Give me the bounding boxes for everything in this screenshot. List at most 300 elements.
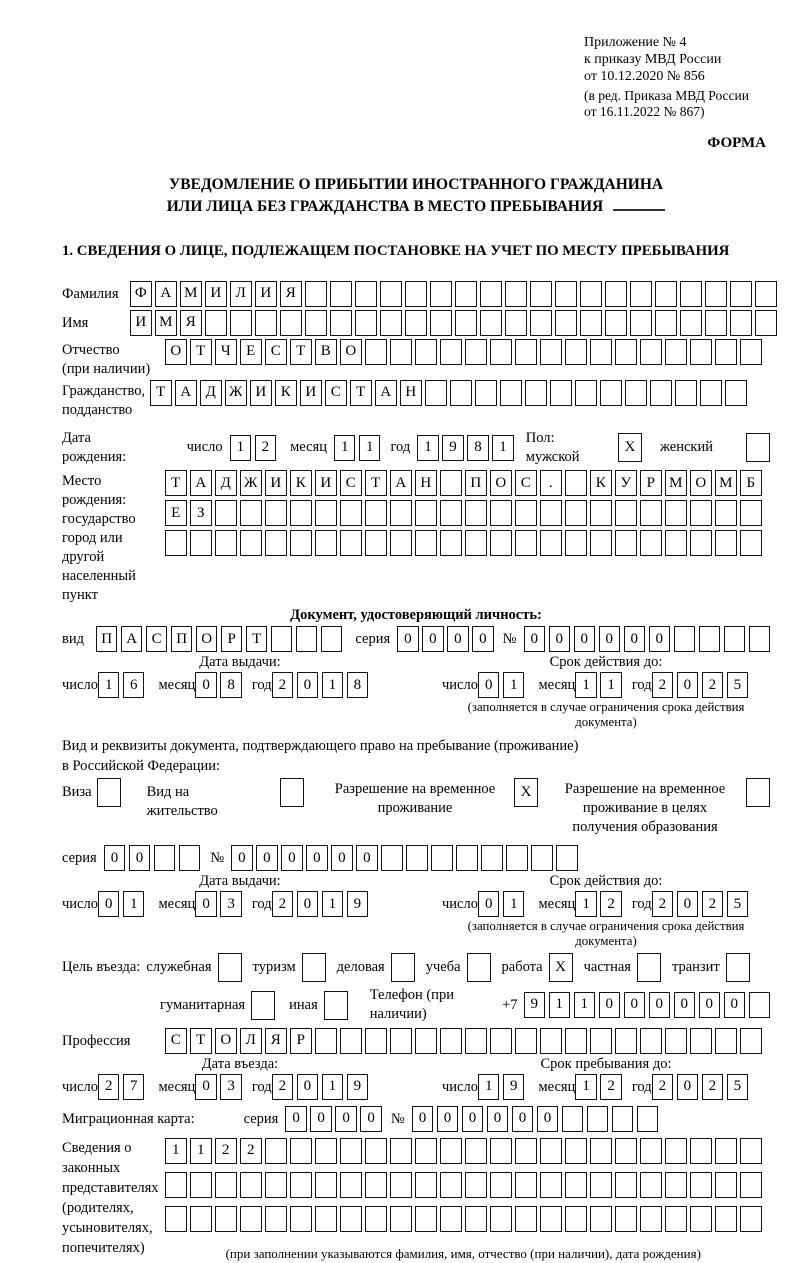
form-cell[interactable]: 0 [677,672,699,698]
form-cell[interactable]: М [155,310,177,336]
form-cell[interactable] [465,1172,487,1198]
form-cell[interactable] [290,1138,312,1164]
form-cell[interactable] [540,530,562,556]
purpose-transit-checkbox[interactable] [726,953,750,982]
form-cell[interactable]: О [215,1028,237,1054]
form-cell[interactable] [690,1138,712,1164]
form-cell[interactable]: С [325,380,347,406]
expiry-day-boxes[interactable] [478,672,525,698]
form-cell[interactable] [365,1028,387,1054]
form-cell[interactable]: Я [280,281,302,307]
visa-checkbox[interactable] [97,778,121,807]
form-cell[interactable] [740,1172,762,1198]
form-cell[interactable]: С [165,1028,187,1054]
form-cell[interactable]: 0 [524,626,546,652]
form-cell[interactable] [615,530,637,556]
form-cell[interactable]: 1 [190,1138,212,1164]
form-cell[interactable] [467,953,491,982]
form-cell[interactable]: 0 [599,992,621,1018]
form-cell[interactable] [405,310,427,336]
form-cell[interactable] [715,1138,737,1164]
form-cell[interactable]: К [275,380,297,406]
form-cell[interactable]: 1 [334,435,356,461]
temp-residence-checkbox[interactable] [514,778,538,807]
form-cell[interactable] [305,310,327,336]
form-cell[interactable]: 1 [165,1138,187,1164]
form-cell[interactable]: 9 [524,992,546,1018]
form-cell[interactable] [480,310,502,336]
form-cell[interactable] [590,500,612,526]
issue-day-boxes[interactable] [98,891,145,917]
sex-male-checkbox[interactable] [618,433,642,462]
form-cell[interactable]: Н [415,470,437,496]
form-cell[interactable] [215,1206,237,1232]
form-cell[interactable]: Н [400,380,422,406]
form-cell[interactable] [490,500,512,526]
form-cell[interactable] [715,1028,737,1054]
form-cell[interactable]: 2 [652,891,674,917]
form-cell[interactable] [540,500,562,526]
form-cell[interactable] [630,281,652,307]
form-cell[interactable]: 9 [347,1074,369,1100]
form-cell[interactable]: 2 [702,1074,724,1100]
form-cell[interactable] [715,1206,737,1232]
form-cell[interactable] [456,845,478,871]
form-cell[interactable] [715,1172,737,1198]
form-cell[interactable] [465,1138,487,1164]
form-cell[interactable]: 9 [503,1074,525,1100]
form-cell[interactable] [540,1028,562,1054]
form-cell[interactable] [715,339,737,365]
form-cell[interactable] [490,1206,512,1232]
form-cell[interactable] [255,310,277,336]
form-cell[interactable] [475,380,497,406]
form-cell[interactable] [640,1172,662,1198]
form-cell[interactable]: 1 [503,672,525,698]
form-cell[interactable] [590,339,612,365]
form-cell[interactable] [415,339,437,365]
form-cell[interactable] [705,310,727,336]
form-cell[interactable]: 2 [272,891,294,917]
form-cell[interactable]: X [549,953,573,982]
issue-year-boxes[interactable] [272,891,369,917]
form-cell[interactable] [240,500,262,526]
form-cell[interactable]: 0 [487,1106,509,1132]
form-cell[interactable]: 0 [472,626,494,652]
form-cell[interactable]: А [155,281,177,307]
form-cell[interactable]: А [390,470,412,496]
form-cell[interactable] [530,310,552,336]
form-cell[interactable] [415,530,437,556]
form-cell[interactable]: 1 [123,891,145,917]
form-cell[interactable]: Л [240,1028,262,1054]
form-cell[interactable] [749,626,771,652]
form-cell[interactable] [740,339,762,365]
form-cell[interactable] [615,1138,637,1164]
form-cell[interactable]: Д [215,470,237,496]
form-cell[interactable] [390,339,412,365]
form-cell[interactable]: 2 [255,435,277,461]
issue-year-boxes[interactable] [272,672,369,698]
form-cell[interactable] [390,1172,412,1198]
form-cell[interactable]: 0 [297,1074,319,1100]
form-cell[interactable] [440,530,462,556]
form-cell[interactable]: 1 [359,435,381,461]
birth-month-boxes[interactable] [334,435,381,461]
form-cell[interactable] [730,281,752,307]
form-cell[interactable] [565,530,587,556]
form-cell[interactable]: О [165,339,187,365]
purpose-private-checkbox[interactable] [637,953,661,982]
form-cell[interactable]: 0 [624,992,646,1018]
form-cell[interactable]: Т [150,380,172,406]
form-cell[interactable] [365,339,387,365]
form-cell[interactable] [271,626,293,652]
form-cell[interactable] [490,1138,512,1164]
form-cell[interactable] [165,1206,187,1232]
form-cell[interactable] [506,845,528,871]
form-cell[interactable]: 0 [462,1106,484,1132]
form-cell[interactable]: 6 [123,672,145,698]
form-cell[interactable]: 2 [652,672,674,698]
migration-series-boxes[interactable] [285,1106,382,1132]
form-cell[interactable] [425,380,447,406]
form-cell[interactable] [455,281,477,307]
form-cell[interactable]: И [205,281,227,307]
purpose-official-checkbox[interactable] [218,953,242,982]
form-cell[interactable] [315,1138,337,1164]
form-cell[interactable] [565,1028,587,1054]
form-cell[interactable] [740,1028,762,1054]
form-cell[interactable] [365,1138,387,1164]
form-cell[interactable]: 0 [297,891,319,917]
stay-day-boxes[interactable] [478,1074,525,1100]
form-cell[interactable]: 3 [220,891,242,917]
form-cell[interactable] [340,530,362,556]
birth-place-boxes-row2[interactable] [165,500,762,526]
form-cell[interactable]: З [190,500,212,526]
form-cell[interactable] [190,1206,212,1232]
form-cell[interactable]: 1 [322,672,344,698]
form-cell[interactable] [665,1206,687,1232]
form-cell[interactable] [580,281,602,307]
form-cell[interactable] [465,339,487,365]
form-cell[interactable] [755,281,777,307]
purpose-work-checkbox[interactable] [549,953,573,982]
form-cell[interactable] [665,500,687,526]
patronymic-boxes[interactable] [165,339,762,365]
form-cell[interactable] [302,953,326,982]
surname-boxes[interactable] [130,281,777,307]
form-cell[interactable] [562,1106,584,1132]
form-cell[interactable] [490,1172,512,1198]
form-cell[interactable] [640,1028,662,1054]
form-cell[interactable]: 0 [297,672,319,698]
form-cell[interactable]: С [146,626,168,652]
form-cell[interactable] [515,1138,537,1164]
purpose-study-checkbox[interactable] [467,953,491,982]
form-cell[interactable] [565,339,587,365]
form-cell[interactable]: В [315,339,337,365]
form-cell[interactable] [500,380,522,406]
form-cell[interactable] [290,530,312,556]
form-cell[interactable]: 5 [727,1074,749,1100]
form-cell[interactable] [390,1028,412,1054]
form-cell[interactable]: И [265,470,287,496]
form-cell[interactable] [365,530,387,556]
form-cell[interactable] [330,310,352,336]
form-cell[interactable]: И [130,310,152,336]
form-cell[interactable] [640,530,662,556]
form-cell[interactable]: 0 [478,672,500,698]
form-cell[interactable]: 0 [649,626,671,652]
form-cell[interactable] [674,626,696,652]
doc-series-boxes[interactable] [397,626,494,652]
form-cell[interactable]: И [300,380,322,406]
form-cell[interactable] [490,530,512,556]
form-cell[interactable] [740,530,762,556]
form-cell[interactable] [305,281,327,307]
form-cell[interactable]: А [375,380,397,406]
form-cell[interactable]: 7 [123,1074,145,1100]
form-cell[interactable] [430,281,452,307]
form-cell[interactable]: Я [180,310,202,336]
form-cell[interactable] [280,778,304,807]
form-cell[interactable]: 2 [272,672,294,698]
profession-boxes[interactable] [165,1028,762,1054]
form-cell[interactable]: С [265,339,287,365]
form-cell[interactable] [531,845,553,871]
citizenship-boxes[interactable] [150,380,747,406]
form-cell[interactable]: 2 [702,672,724,698]
form-cell[interactable] [218,953,242,982]
doc-kind-boxes[interactable] [96,626,343,652]
given-name-boxes[interactable] [130,310,777,336]
form-cell[interactable]: 8 [347,672,369,698]
form-cell[interactable] [415,1172,437,1198]
form-cell[interactable] [380,310,402,336]
form-cell[interactable] [640,1206,662,1232]
form-cell[interactable]: 2 [272,1074,294,1100]
sex-female-checkbox[interactable] [746,433,770,462]
form-cell[interactable] [690,530,712,556]
form-cell[interactable]: 8 [220,672,242,698]
form-cell[interactable] [665,1172,687,1198]
form-cell[interactable] [515,1206,537,1232]
form-cell[interactable] [415,1138,437,1164]
form-cell[interactable] [490,339,512,365]
form-cell[interactable]: Т [190,339,212,365]
form-cell[interactable] [726,953,750,982]
form-cell[interactable]: М [715,470,737,496]
form-cell[interactable]: Т [290,339,312,365]
form-cell[interactable]: Р [290,1028,312,1054]
form-cell[interactable]: О [690,470,712,496]
form-cell[interactable] [680,281,702,307]
form-cell[interactable] [315,1206,337,1232]
form-cell[interactable] [440,1172,462,1198]
form-cell[interactable]: 5 [727,891,749,917]
form-cell[interactable]: С [515,470,537,496]
form-cell[interactable] [699,626,721,652]
migration-number-boxes[interactable] [412,1106,659,1132]
form-cell[interactable] [690,339,712,365]
form-cell[interactable] [655,281,677,307]
form-cell[interactable] [665,1138,687,1164]
form-cell[interactable]: Ж [225,380,247,406]
form-cell[interactable] [324,991,348,1020]
form-cell[interactable] [655,310,677,336]
form-cell[interactable] [540,1172,562,1198]
form-cell[interactable] [296,626,318,652]
form-cell[interactable] [540,1206,562,1232]
form-cell[interactable]: 0 [677,1074,699,1100]
form-cell[interactable] [240,1206,262,1232]
form-cell[interactable]: 1 [322,1074,344,1100]
form-cell[interactable] [615,1172,637,1198]
form-cell[interactable] [749,992,771,1018]
form-cell[interactable]: Ч [215,339,237,365]
form-cell[interactable] [690,1206,712,1232]
form-cell[interactable] [290,500,312,526]
form-cell[interactable] [265,530,287,556]
form-cell[interactable]: М [665,470,687,496]
form-cell[interactable] [415,1206,437,1232]
form-cell[interactable]: О [196,626,218,652]
stay-month-boxes[interactable] [575,1074,622,1100]
form-cell[interactable] [340,1206,362,1232]
form-cell[interactable]: 9 [442,435,464,461]
form-cell[interactable]: С [340,470,362,496]
form-cell[interactable]: 0 [195,1074,217,1100]
expiry-year-boxes[interactable] [652,891,749,917]
expiry-month-boxes[interactable] [575,672,622,698]
form-cell[interactable]: 0 [335,1106,357,1132]
purpose-business-checkbox[interactable] [391,953,415,982]
form-cell[interactable] [355,281,377,307]
form-cell[interactable] [540,1138,562,1164]
residence-number-boxes[interactable] [231,845,578,871]
form-cell[interactable] [565,1172,587,1198]
form-cell[interactable] [640,500,662,526]
form-cell[interactable]: 2 [600,1074,622,1100]
form-cell[interactable] [565,500,587,526]
form-cell[interactable] [390,530,412,556]
form-cell[interactable]: 2 [98,1074,120,1100]
representatives-boxes-row1[interactable] [165,1138,762,1164]
form-cell[interactable] [230,310,252,336]
form-cell[interactable] [265,1138,287,1164]
form-cell[interactable] [740,500,762,526]
form-cell[interactable] [440,1028,462,1054]
form-cell[interactable] [675,380,697,406]
form-cell[interactable] [406,845,428,871]
form-cell[interactable]: 0 [397,626,419,652]
form-cell[interactable] [380,281,402,307]
form-cell[interactable] [690,500,712,526]
form-cell[interactable] [391,953,415,982]
form-cell[interactable] [590,1138,612,1164]
form-cell[interactable] [605,281,627,307]
form-cell[interactable]: 1 [230,435,252,461]
form-cell[interactable]: 0 [331,845,353,871]
purpose-humanitarian-checkbox[interactable] [251,991,275,1020]
form-cell[interactable] [565,1138,587,1164]
form-cell[interactable] [215,530,237,556]
form-cell[interactable]: М [180,281,202,307]
form-cell[interactable] [455,310,477,336]
form-cell[interactable] [465,1206,487,1232]
form-cell[interactable] [390,1138,412,1164]
form-cell[interactable]: Т [190,1028,212,1054]
form-cell[interactable] [640,1138,662,1164]
form-cell[interactable] [415,500,437,526]
form-cell[interactable]: 0 [574,626,596,652]
form-cell[interactable]: 1 [322,891,344,917]
form-cell[interactable] [465,530,487,556]
form-cell[interactable] [724,626,746,652]
form-cell[interactable]: 0 [649,992,671,1018]
form-cell[interactable] [315,530,337,556]
form-cell[interactable] [515,1172,537,1198]
form-cell[interactable] [740,1206,762,1232]
form-cell[interactable] [465,1028,487,1054]
form-cell[interactable]: И [250,380,272,406]
form-cell[interactable] [340,500,362,526]
form-cell[interactable] [240,530,262,556]
form-cell[interactable] [565,1206,587,1232]
form-cell[interactable] [715,530,737,556]
temp-residence-education-checkbox[interactable] [746,778,770,807]
form-cell[interactable]: 0 [674,992,696,1018]
form-cell[interactable] [615,339,637,365]
form-cell[interactable]: П [465,470,487,496]
form-cell[interactable]: 0 [285,1106,307,1132]
form-cell[interactable] [465,500,487,526]
form-cell[interactable]: 2 [240,1138,262,1164]
form-cell[interactable]: 0 [256,845,278,871]
form-cell[interactable] [390,1206,412,1232]
form-cell[interactable] [481,845,503,871]
form-cell[interactable] [315,1172,337,1198]
form-cell[interactable] [746,433,770,462]
residence-permit-checkbox[interactable] [280,778,304,807]
form-cell[interactable] [556,845,578,871]
representatives-boxes-row2[interactable] [165,1172,762,1198]
form-cell[interactable]: 0 [412,1106,434,1132]
form-cell[interactable]: Б [740,470,762,496]
form-cell[interactable] [540,339,562,365]
form-cell[interactable]: 0 [549,626,571,652]
form-cell[interactable]: 0 [231,845,253,871]
form-cell[interactable] [165,1172,187,1198]
form-cell[interactable] [179,845,201,871]
form-cell[interactable] [340,1172,362,1198]
form-cell[interactable] [515,500,537,526]
form-cell[interactable] [705,281,727,307]
form-cell[interactable] [215,500,237,526]
form-cell[interactable]: 0 [599,626,621,652]
birth-year-boxes[interactable] [417,435,514,461]
form-cell[interactable] [615,500,637,526]
form-cell[interactable] [440,500,462,526]
form-cell[interactable]: X [514,778,538,807]
form-cell[interactable] [205,310,227,336]
form-cell[interactable] [580,310,602,336]
birth-place-boxes-row1[interactable] [165,470,762,496]
purpose-tourism-checkbox[interactable] [302,953,326,982]
form-cell[interactable]: 1 [575,891,597,917]
